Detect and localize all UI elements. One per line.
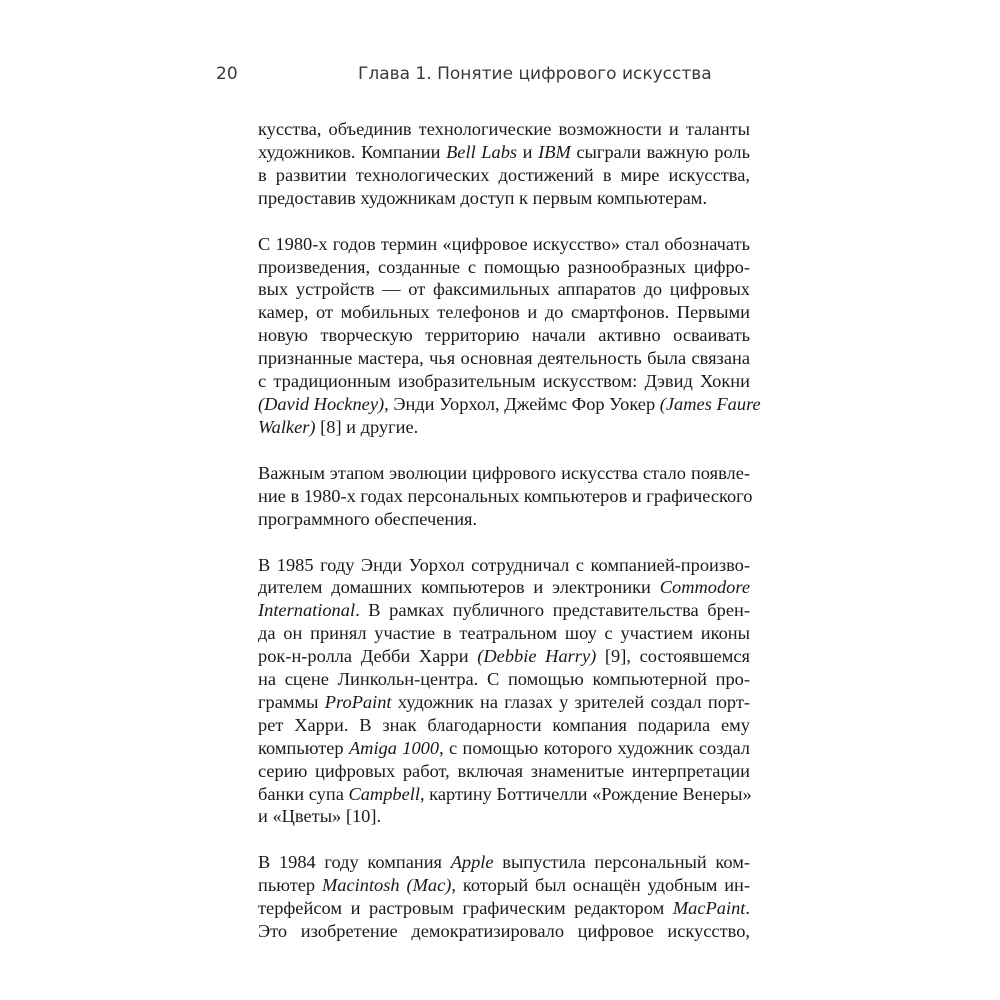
text-segment: художников. Компании bbox=[258, 141, 447, 162]
text-line bbox=[258, 462, 750, 485]
text-line bbox=[258, 668, 750, 691]
text-segment: сыграли важную роль bbox=[570, 141, 750, 162]
text-segment: предоставив художникам доступ к первым компьютерам. bbox=[258, 187, 708, 208]
text-line bbox=[258, 393, 761, 416]
text-line bbox=[258, 118, 750, 141]
italic-term: ProPaint bbox=[324, 691, 392, 712]
text-line bbox=[258, 416, 750, 439]
text-segment: пьютер bbox=[258, 875, 322, 896]
text-line bbox=[258, 622, 750, 645]
paragraph bbox=[258, 462, 753, 531]
text-line bbox=[258, 645, 750, 668]
italic-term: MacPaint bbox=[672, 898, 746, 919]
text-segment: да он принял участие в театральном шоу с участием иконы bbox=[258, 623, 750, 644]
text-line bbox=[258, 691, 750, 714]
italic-term: IBM bbox=[538, 141, 571, 162]
text-segment: произведения, созданные с помощью разнообразных цифро- bbox=[258, 256, 750, 277]
text-segment: дителем домашних компьютеров и электроники bbox=[258, 577, 660, 598]
text-segment: , Энди Уорхол, Джеймс Фор Уокер bbox=[384, 393, 660, 414]
paragraph bbox=[258, 233, 761, 439]
text-line bbox=[258, 737, 750, 760]
text-segment: выпустила персональный ком- bbox=[493, 852, 751, 873]
text-segment: и «Цветы» [10]. bbox=[258, 806, 382, 827]
paragraph bbox=[258, 851, 750, 943]
text-segment: кусства, объединив технологические возможности и таланты bbox=[258, 119, 750, 139]
text-segment: , с помощью которого художник создал bbox=[439, 737, 750, 758]
text-line bbox=[258, 256, 750, 279]
text-segment: серию цифровых работ, включая знаменитые интерпретации bbox=[258, 760, 750, 781]
italic-term: Bell Labs bbox=[446, 141, 518, 162]
text-segment: на сцене Линкольн-центра. С помощью компьютерной про- bbox=[258, 669, 750, 690]
italic-term: (James Faure bbox=[659, 393, 761, 414]
italic-term: Walker) bbox=[258, 416, 316, 437]
italic-term: International bbox=[258, 600, 356, 621]
text-segment: терфейсом и растровым графическим редактором bbox=[258, 898, 673, 919]
text-line bbox=[258, 370, 750, 393]
text-line bbox=[258, 164, 750, 187]
page-number: 20 bbox=[216, 64, 238, 84]
text-segment: банки супа bbox=[258, 783, 349, 804]
italic-term: Apple bbox=[450, 852, 494, 873]
text-segment: компьютер bbox=[258, 737, 349, 758]
text-segment: , картину Боттичелли «Рождение Венеры» bbox=[419, 783, 752, 804]
text-line bbox=[258, 874, 750, 897]
text-segment: В 1985 году Энди Уорхол сотрудничал с компанией-произво- bbox=[258, 554, 750, 575]
text-segment: и bbox=[517, 141, 539, 162]
text-line bbox=[258, 714, 750, 737]
text-line bbox=[258, 783, 750, 806]
page-header bbox=[216, 64, 776, 90]
text-segment: , который был оснащён удобным ин- bbox=[451, 875, 751, 896]
text-line bbox=[258, 920, 750, 943]
paragraph bbox=[258, 118, 750, 210]
text-line bbox=[258, 233, 750, 256]
text-segment: признанные мастера, чья основная деятельность была связана bbox=[258, 348, 750, 369]
text-segment: Это изобретение демократизировало цифровое искусство, bbox=[258, 921, 750, 942]
text-line bbox=[258, 554, 750, 577]
text-segment: . В рамках публичного представительства брен- bbox=[355, 600, 750, 621]
text-segment: рок-н-ролла Дебби Харри bbox=[258, 646, 478, 667]
text-line bbox=[258, 599, 750, 622]
text-segment: . bbox=[745, 898, 750, 919]
text-line bbox=[258, 324, 750, 347]
text-line bbox=[258, 347, 750, 370]
body-text bbox=[258, 118, 761, 966]
text-segment: художник на глазах у зрителей создал порт- bbox=[391, 691, 751, 712]
text-segment: ние в 1980-х годах персональных компьютеров и графического bbox=[258, 485, 753, 506]
text-segment: новую творческую территорию начали активно осваивать bbox=[258, 325, 750, 346]
text-line bbox=[258, 760, 750, 783]
text-line bbox=[258, 485, 753, 508]
text-segment: В 1984 году компания bbox=[258, 852, 451, 873]
text-segment: [9], состоявшемся bbox=[596, 646, 750, 667]
italic-term: Amiga 1000 bbox=[348, 737, 440, 758]
text-line bbox=[258, 897, 750, 920]
italic-term: (Debbie Harry) bbox=[477, 646, 597, 667]
text-segment: Важным этапом эволюции цифрового искусства стало появле- bbox=[258, 462, 750, 483]
paragraph bbox=[258, 554, 750, 829]
italic-term: Commodore bbox=[659, 577, 750, 598]
text-line bbox=[258, 301, 750, 324]
text-segment: программного обеспечения. bbox=[258, 508, 478, 529]
running-head: Глава 1. Понятие цифрового искусства bbox=[358, 64, 712, 84]
italic-term: Campbell bbox=[348, 783, 420, 804]
text-line bbox=[258, 576, 750, 599]
text-segment: камер, от мобильных телефонов и до смартфонов. Первыми bbox=[258, 302, 750, 323]
text-segment: с традиционным изобразительным искусством: Дэвид Хокни bbox=[258, 371, 750, 392]
text-line bbox=[258, 141, 750, 164]
text-line bbox=[258, 805, 750, 828]
italic-term: (David Hockney) bbox=[258, 393, 385, 414]
italic-term: Macintosh (Mac) bbox=[321, 875, 452, 896]
text-line bbox=[258, 187, 750, 210]
text-segment: граммы bbox=[258, 691, 325, 712]
text-segment: [8] и другие. bbox=[315, 416, 419, 437]
text-line bbox=[258, 508, 750, 531]
text-segment: рет Харри. В знак благодарности компания подарила ему bbox=[258, 714, 750, 735]
text-segment: С 1980-х годов термин «цифровое искусство» стал обозначать bbox=[258, 233, 750, 254]
text-segment: вых устройств — от факсимильных аппаратов до цифровых bbox=[258, 279, 750, 300]
text-line bbox=[258, 278, 750, 301]
text-line bbox=[258, 851, 750, 874]
text-segment: в развитии технологических достижений в мире искусства, bbox=[258, 164, 750, 185]
